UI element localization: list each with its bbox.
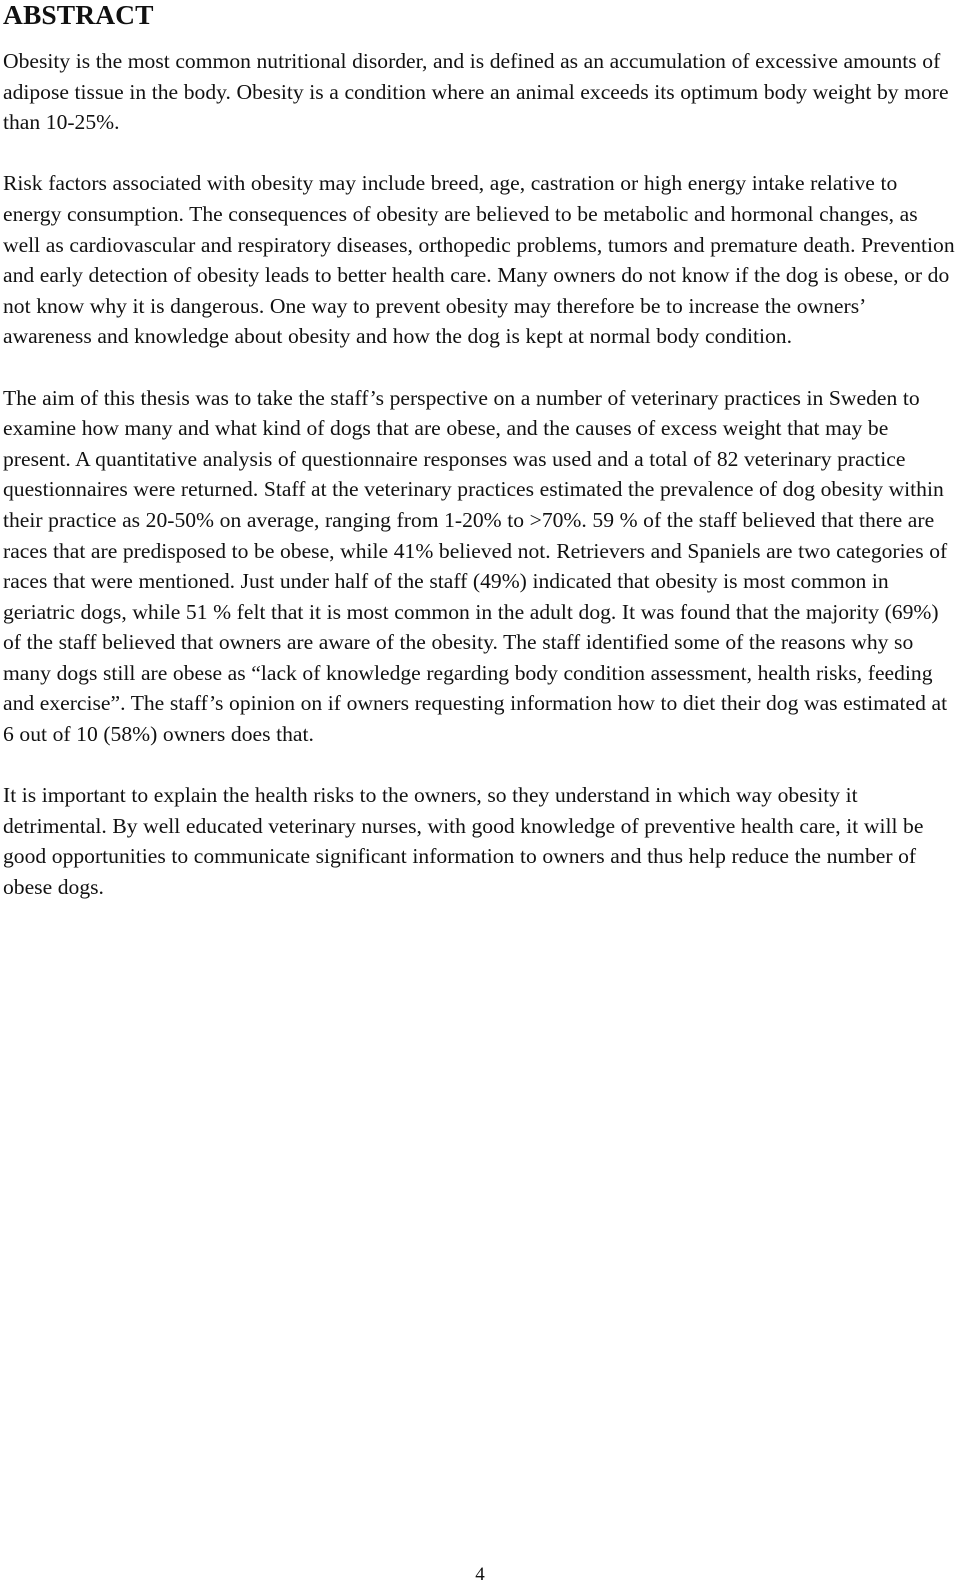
abstract-paragraph-risk-factors: Risk factors associated with obesity may include breed, age, castration or high energy intake relative to energy consumption. The consequences of obesity are believed to be metabolic and hormonal changes, as well as cardiovascular and respiratory diseases, orthopedic problems, tumors and premature death. Prevention and early detection of obesity leads to better health care. Many owners do not know if the dog is obese, or do not know why it is dangerous. One way to prevent obesity may therefore be to increase the owners’ awareness and knowledge about obesity and how the dog is kept at normal body condition. xyxy=(3,171,955,349)
abstract-paragraph-conclusion: It is important to explain the health risks to the owners, so they understand in which way obesity it detrimental. By well educated veterinary nurses, with good knowledge of preventive health care, it will be good opportunities to communicate significant information to owners and thus help reduce the number of obese dogs. xyxy=(3,783,924,900)
abstract-heading: ABSTRACT xyxy=(3,0,154,30)
page-number: 4 xyxy=(475,1564,485,1585)
document-page xyxy=(3,0,955,903)
abstract-paragraph-definition: Obesity is the most common nutritional disorder, and is defined as an accumulation of excessive amounts of adipose tissue in the body. Obesity is a condition where an animal exceeds its optimum body weight by more than 10-25%. xyxy=(3,49,949,135)
abstract-paragraph-study-aim: The aim of this thesis was to take the staff’s perspective on a number of veterinary practices in Sweden to examine how many and what kind of dogs that are obese, and the causes of excess weight that may be present. A quantitative analysis of questionnaire responses was used and a total of 82 veterinary practice questionnaires were returned. Staff at the veterinary practices estimated the prevalence of dog obesity within their practice as 20-50% on average, ranging from 1-20% to >70%. 59 % of the staff believed that there are races that are predisposed to be obese, while 41% believed not. Retrievers and Spaniels are two categories of races that were mentioned. Just under half of the staff (49%) indicated that obesity is most common in geriatric dogs, while 51 % felt that it is most common in the adult dog. It was found that the majority (69%) of the staff believed that owners are aware of the obesity. The staff identified some of the reasons why so many dogs still are obese as “lack of knowledge regarding body condition assessment, health risks, feeding and exercise”. The staff’s opinion on if owners requesting information how to diet their dog was estimated at 6 out of 10 (58%) owners does that. xyxy=(3,385,948,747)
